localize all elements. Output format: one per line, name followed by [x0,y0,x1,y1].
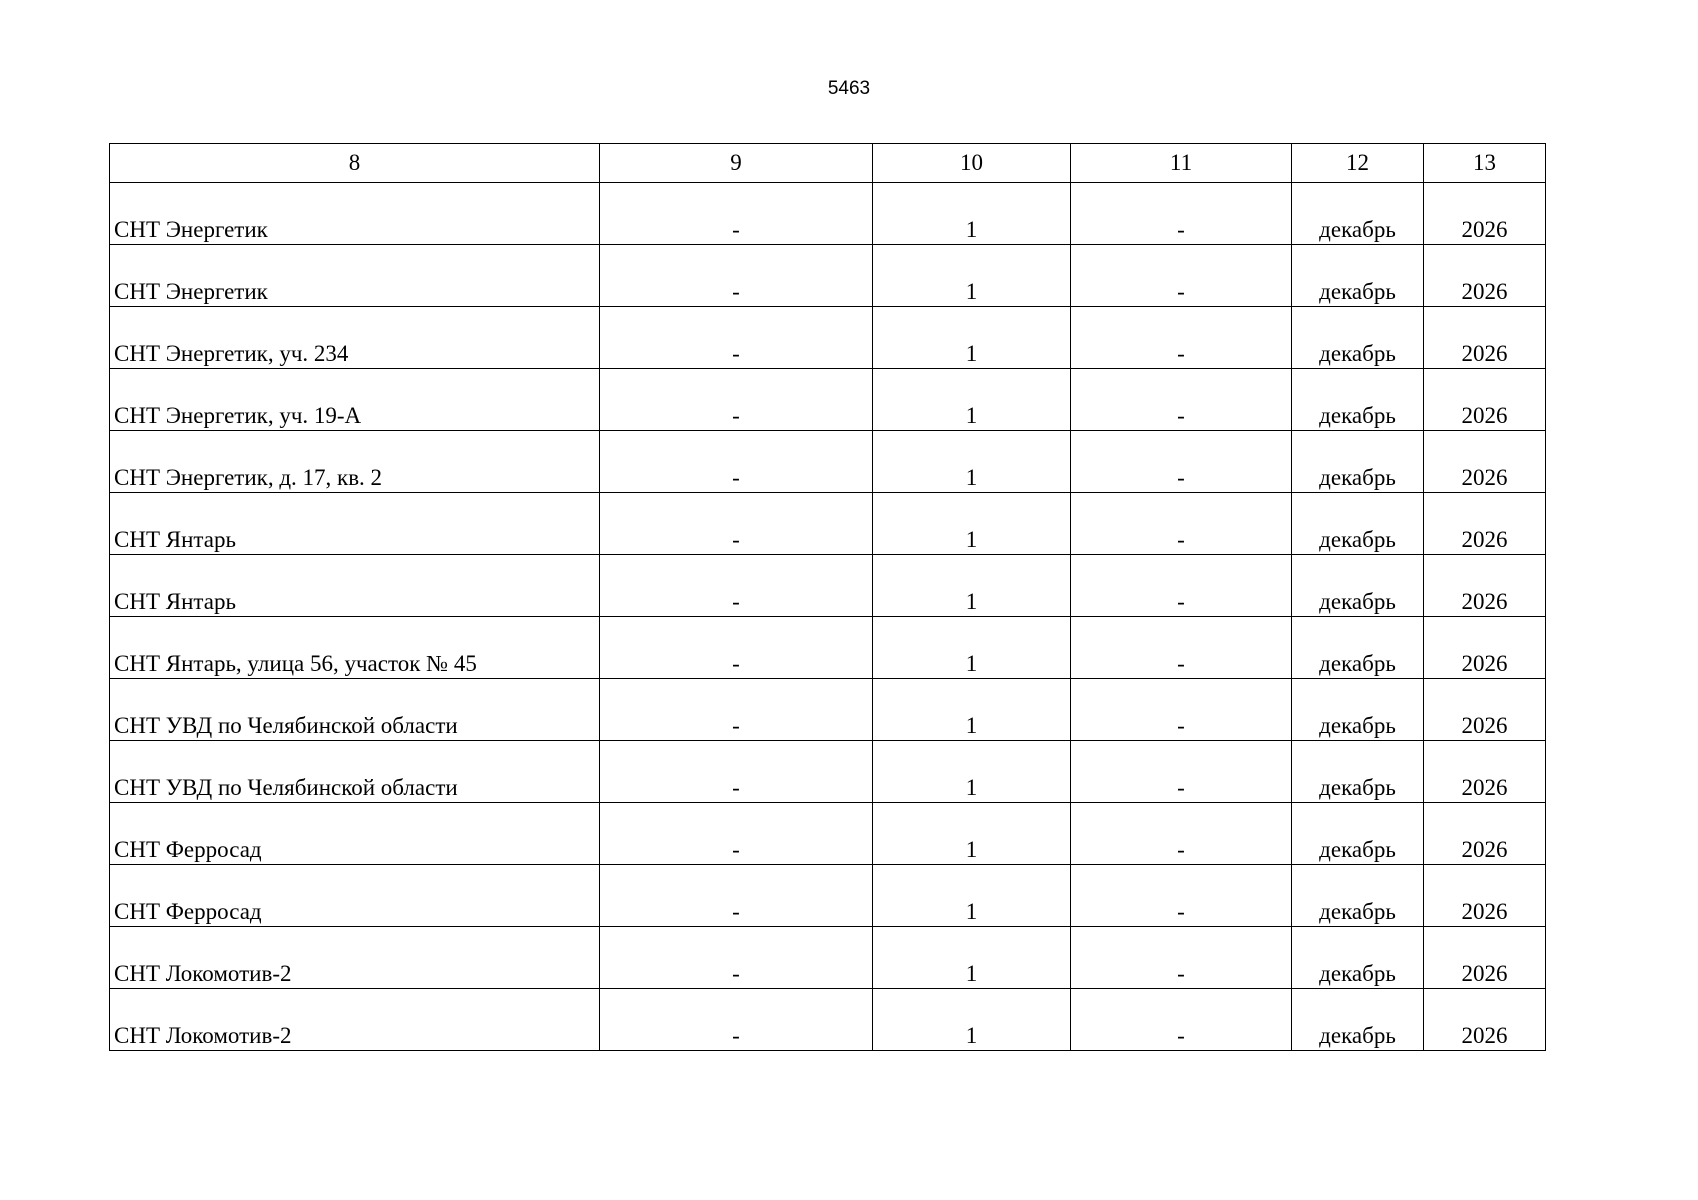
name-cell: СНТ Янтарь [110,493,600,555]
month-cell: декабрь [1292,741,1424,803]
name-cell: СНТ Янтарь [110,555,600,617]
col9-cell: - [600,803,873,865]
header-cell-8: 8 [110,144,600,183]
col9-cell: - [600,555,873,617]
col10-cell: 1 [873,617,1071,679]
col10-cell: 1 [873,927,1071,989]
col10-cell: 1 [873,741,1071,803]
year-cell: 2026 [1424,989,1546,1051]
header-cell-9: 9 [600,144,873,183]
table-row [110,431,1546,493]
table-row [110,555,1546,617]
col9-cell: - [600,679,873,741]
col10-cell: 1 [873,555,1071,617]
name-cell: СНТ Энергетик, д. 17, кв. 2 [110,431,600,493]
month-cell: декабрь [1292,989,1424,1051]
col9-cell: - [600,989,873,1051]
col10-cell: 1 [873,679,1071,741]
col11-cell: - [1071,803,1292,865]
year-cell: 2026 [1424,679,1546,741]
col11-cell: - [1071,431,1292,493]
header-cell-12: 12 [1292,144,1424,183]
month-cell: декабрь [1292,927,1424,989]
year-cell: 2026 [1424,741,1546,803]
table-row [110,617,1546,679]
name-cell: СНТ Локомотив-2 [110,927,600,989]
col9-cell: - [600,369,873,431]
month-cell: декабрь [1292,555,1424,617]
year-cell: 2026 [1424,555,1546,617]
month-cell: декабрь [1292,431,1424,493]
year-cell: 2026 [1424,617,1546,679]
name-cell: СНТ УВД по Челябинской области [110,679,600,741]
header-row [110,144,1546,183]
year-cell: 2026 [1424,369,1546,431]
name-cell: СНТ Энергетик, уч. 234 [110,307,600,369]
col9-cell: - [600,927,873,989]
col11-cell: - [1071,741,1292,803]
name-cell: СНТ Энергетик [110,183,600,245]
month-cell: декабрь [1292,369,1424,431]
table-row [110,803,1546,865]
month-cell: декабрь [1292,617,1424,679]
year-cell: 2026 [1424,493,1546,555]
col9-cell: - [600,307,873,369]
data-table [109,143,1546,1051]
table-row [110,679,1546,741]
table-row [110,369,1546,431]
col11-cell: - [1071,927,1292,989]
col10-cell: 1 [873,245,1071,307]
month-cell: декабрь [1292,679,1424,741]
year-cell: 2026 [1424,803,1546,865]
col11-cell: - [1071,617,1292,679]
table-row [110,183,1546,245]
col10-cell: 1 [873,493,1071,555]
name-cell: СНТ Энергетик, уч. 19-А [110,369,600,431]
col10-cell: 1 [873,865,1071,927]
col10-cell: 1 [873,183,1071,245]
col10-cell: 1 [873,307,1071,369]
name-cell: СНТ Ферросад [110,865,600,927]
table-row [110,741,1546,803]
month-cell: декабрь [1292,865,1424,927]
col9-cell: - [600,741,873,803]
month-cell: декабрь [1292,245,1424,307]
col11-cell: - [1071,183,1292,245]
col11-cell: - [1071,865,1292,927]
year-cell: 2026 [1424,183,1546,245]
header-cell-13: 13 [1424,144,1546,183]
table-row [110,989,1546,1051]
name-cell: СНТ Локомотив-2 [110,989,600,1051]
col10-cell: 1 [873,989,1071,1051]
table-row [110,927,1546,989]
name-cell: СНТ Янтарь, улица 56, участок № 45 [110,617,600,679]
table-row [110,865,1546,927]
col9-cell: - [600,245,873,307]
name-cell: СНТ Ферросад [110,803,600,865]
year-cell: 2026 [1424,245,1546,307]
name-cell: СНТ Энергетик [110,245,600,307]
col9-cell: - [600,493,873,555]
col11-cell: - [1071,493,1292,555]
month-cell: декабрь [1292,183,1424,245]
col11-cell: - [1071,369,1292,431]
page-number: 5463 [827,78,871,99]
col9-cell: - [600,183,873,245]
header-cell-11: 11 [1071,144,1292,183]
col9-cell: - [600,431,873,493]
year-cell: 2026 [1424,431,1546,493]
table-row [110,493,1546,555]
col11-cell: - [1071,679,1292,741]
col10-cell: 1 [873,369,1071,431]
col11-cell: - [1071,307,1292,369]
col9-cell: - [600,865,873,927]
col11-cell: - [1071,555,1292,617]
col9-cell: - [600,617,873,679]
name-cell: СНТ УВД по Челябинской области [110,741,600,803]
col10-cell: 1 [873,431,1071,493]
month-cell: декабрь [1292,493,1424,555]
col11-cell: - [1071,245,1292,307]
year-cell: 2026 [1424,927,1546,989]
month-cell: декабрь [1292,307,1424,369]
table-body [110,183,1546,1051]
col10-cell: 1 [873,803,1071,865]
table-row [110,245,1546,307]
year-cell: 2026 [1424,307,1546,369]
table-row [110,307,1546,369]
month-cell: декабрь [1292,803,1424,865]
year-cell: 2026 [1424,865,1546,927]
col11-cell: - [1071,989,1292,1051]
table-header [110,144,1546,183]
header-cell-10: 10 [873,144,1071,183]
